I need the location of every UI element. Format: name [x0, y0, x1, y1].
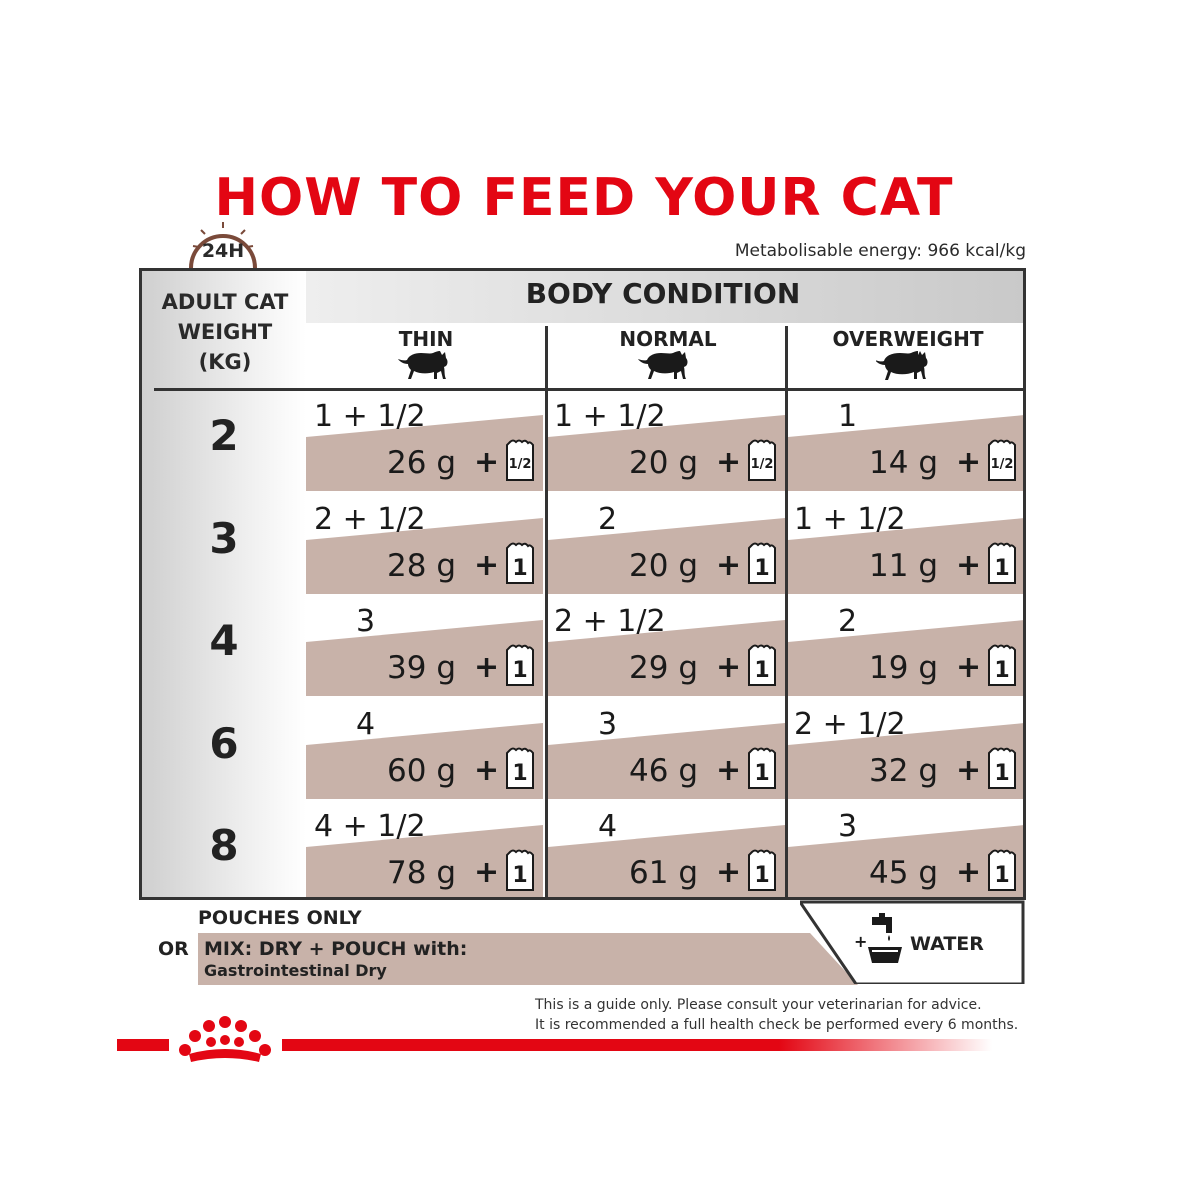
pouch-icon — [504, 540, 536, 586]
feeding-cell — [306, 699, 543, 799]
page-title: HOW TO FEED YOUR CAT — [214, 168, 954, 228]
dry-grams: 78 g — [387, 855, 456, 891]
pouch-icon — [986, 540, 1018, 586]
dry-grams: 14 g — [869, 445, 938, 481]
pouch-count: 2 + 1/2 — [794, 706, 906, 742]
feeding-cell — [306, 596, 543, 696]
pouch-icon — [746, 745, 778, 791]
plus-sign: + — [956, 752, 982, 788]
dry-grams: 32 g — [869, 752, 938, 789]
pouch-count: 4 — [598, 809, 618, 844]
pouch-icon — [504, 745, 536, 791]
plus-sign: + — [474, 650, 500, 685]
plus-sign: + — [956, 445, 982, 480]
plus-sign: + — [956, 547, 982, 583]
pouch-icon — [986, 642, 1018, 688]
pouch-label: 1/2 — [990, 457, 1014, 472]
feeding-cell — [788, 391, 1025, 491]
plus-sign: + — [716, 445, 742, 480]
pouch-count: 3 — [598, 706, 618, 742]
dry-grams: 29 g — [629, 650, 698, 686]
pouch-count: 2 + 1/2 — [314, 501, 426, 537]
pouch-count: 3 — [356, 604, 376, 639]
feeding-cell — [548, 391, 785, 491]
plus-sign: + — [716, 547, 742, 583]
dry-grams: 28 g — [387, 547, 456, 584]
weight-value: 2 — [209, 411, 239, 460]
feeding-cell — [788, 699, 1025, 799]
cat-silhouette-icon — [636, 351, 696, 383]
pouch-label: 1 — [754, 555, 770, 581]
pouch-label: 1 — [994, 555, 1010, 581]
pouch-icon — [986, 745, 1018, 791]
plus-sign: + — [956, 855, 982, 890]
plus-sign: + — [474, 445, 500, 480]
water-plus: + — [854, 932, 868, 951]
weight-header-line3: (KG) — [198, 350, 252, 374]
disclaimer-line1: This is a guide only. Please consult your veterinarian for advice. — [535, 997, 982, 1013]
disclaimer — [535, 995, 1018, 1035]
feeding-cell — [788, 596, 1025, 696]
weight-value: 3 — [209, 513, 239, 563]
mix-label: MIX: DRY + POUCH with: — [204, 938, 468, 960]
plus-sign: + — [474, 855, 500, 890]
dry-grams: 20 g — [629, 547, 698, 584]
column-overweight: OVERWEIGHT — [832, 327, 984, 351]
dry-grams: 60 g — [387, 752, 456, 789]
pouch-label: 1 — [754, 658, 770, 683]
plus-sign: + — [716, 650, 742, 685]
pouch-icon — [746, 847, 778, 893]
feeding-table — [139, 268, 1026, 900]
pouch-label: 1 — [994, 658, 1010, 683]
weight-header — [152, 287, 298, 377]
pouch-label: 1 — [754, 863, 770, 888]
pouch-count: 1 + 1/2 — [314, 399, 426, 434]
plus-sign: + — [716, 855, 742, 890]
feeding-cell — [548, 699, 785, 799]
pouch-icon — [504, 642, 536, 688]
clock-label: 24H — [201, 240, 245, 262]
dry-grams: 46 g — [629, 752, 698, 789]
water-bowl-icon — [854, 913, 904, 967]
metabolisable-energy: Metabolisable energy: 966 kcal/kg — [734, 241, 1026, 261]
mix-product: Gastrointestinal Dry — [204, 961, 387, 980]
cat-silhouette-icon — [396, 351, 456, 383]
pouch-label: 1 — [512, 555, 528, 581]
pouch-icon — [746, 437, 778, 483]
royal-canin-crown-logo — [175, 1014, 275, 1066]
dry-grams: 61 g — [629, 855, 698, 891]
brand-bar-left — [117, 1039, 169, 1051]
feeding-cell — [548, 801, 785, 900]
dry-grams: 11 g — [869, 547, 938, 584]
weight-value: 6 — [209, 718, 239, 768]
pouch-icon — [504, 847, 536, 893]
pouch-label: 1 — [512, 760, 528, 786]
pouch-label: 1 — [994, 863, 1010, 888]
body-condition-title: BODY CONDITION — [525, 277, 801, 310]
weight-value: 4 — [209, 616, 239, 665]
pouch-label: 1 — [754, 760, 770, 786]
brand-bar-right — [282, 1039, 992, 1051]
pouch-label: 1 — [512, 658, 528, 683]
column-thin: THIN — [398, 327, 454, 351]
feeding-cell — [788, 801, 1025, 900]
weight-header-line1: ADULT CAT — [161, 290, 289, 314]
plus-sign: + — [716, 752, 742, 788]
weight-value: 8 — [209, 821, 239, 870]
weight-header-line2: WEIGHT — [177, 320, 273, 344]
pouch-label: 1 — [512, 863, 528, 888]
pouch-count: 2 — [838, 604, 858, 639]
feeding-cell — [788, 494, 1025, 594]
dry-grams: 26 g — [387, 445, 456, 481]
pouch-icon — [504, 437, 536, 483]
dry-grams: 20 g — [629, 445, 698, 481]
feeding-cell — [548, 596, 785, 696]
column-normal: NORMAL — [619, 327, 717, 351]
pouch-icon — [746, 540, 778, 586]
feeding-cell — [306, 391, 543, 491]
pouch-count: 4 — [356, 706, 376, 742]
plus-sign: + — [474, 752, 500, 788]
feeding-cell — [306, 494, 543, 594]
pouch-label: 1 — [994, 760, 1010, 786]
pouch-icon — [986, 847, 1018, 893]
pouch-label: 1/2 — [508, 457, 532, 472]
pouch-count: 2 + 1/2 — [554, 604, 666, 639]
feeding-cell — [548, 494, 785, 594]
pouch-count: 1 — [838, 399, 858, 434]
pouches-only-label: POUCHES ONLY — [198, 907, 362, 929]
pouch-icon — [746, 642, 778, 688]
header-divider — [154, 388, 306, 391]
pouch-label: 1/2 — [750, 457, 774, 472]
dry-grams: 19 g — [869, 650, 938, 686]
or-label: OR — [158, 938, 189, 960]
pouch-count: 3 — [838, 809, 858, 844]
feeding-cell — [306, 801, 543, 900]
disclaimer-line2: It is recommended a full health check be performed every 6 months. — [535, 1017, 1019, 1033]
water-label: WATER — [910, 933, 984, 955]
cat-silhouette-icon — [876, 351, 936, 383]
dry-grams: 39 g — [387, 650, 456, 686]
pouch-count: 1 + 1/2 — [794, 501, 906, 537]
plus-sign: + — [956, 650, 982, 685]
dry-grams: 45 g — [869, 855, 938, 891]
plus-sign: + — [474, 547, 500, 583]
pouch-count: 2 — [598, 501, 618, 537]
pouch-icon — [986, 437, 1018, 483]
pouch-count: 1 + 1/2 — [554, 399, 666, 434]
pouch-count: 4 + 1/2 — [314, 809, 426, 844]
